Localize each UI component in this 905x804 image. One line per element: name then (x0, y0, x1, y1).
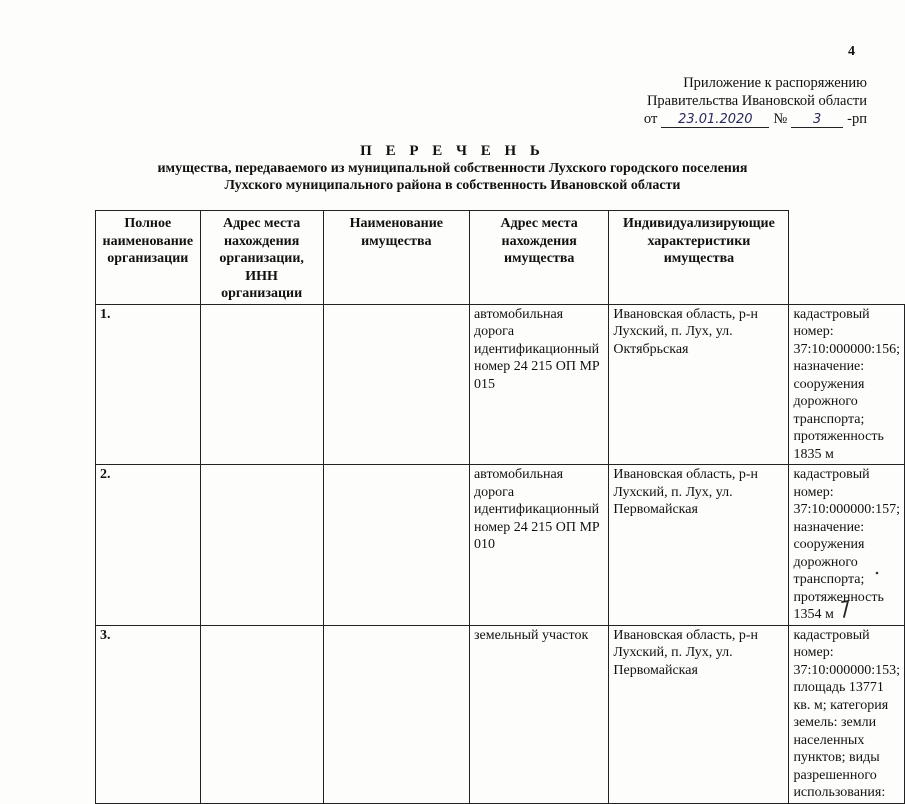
appendix-block (644, 74, 867, 128)
table-row (96, 304, 905, 465)
characteristics-cell: кадастровый номер: 37:10:000000:153; площадь 13771 кв. м; категория земель: земли населенных пунктов; виды разрешенного использования: (789, 625, 905, 803)
property-address-cell: Ивановская область, р-н Лухский, п. Лух, ул. Октябрьская (609, 304, 789, 465)
org-address-cell (323, 304, 469, 465)
document-subtitle-line-1: имущества, передаваемого из муниципальной собственности Лухского городского поселения (157, 161, 748, 176)
column-header-org-address: Адрес места нахождения организации, ИНН организации (200, 211, 323, 305)
org-address-cell (323, 465, 469, 626)
table-header-row (96, 211, 905, 305)
table-row (96, 625, 905, 803)
property-name-cell: земельный участок (469, 625, 608, 803)
characteristics-cell: кадастровый номер: 37:10:000000:156; назначение: сооружения дорожного транспорта; протяженность 1835 м (789, 304, 905, 465)
row-number: 2. (96, 465, 201, 626)
appendix-line-2: Правительства Ивановской области (646, 93, 867, 109)
property-table (95, 210, 905, 804)
column-header-property-address: Адрес места нахождения имущества (469, 211, 608, 305)
document-title: П Е Р Е Ч Е Н Ь (360, 143, 545, 159)
org-address-cell (323, 625, 469, 803)
property-address-cell: Ивановская область, р-н Лухский, п. Лух, ул. Первомайская (609, 625, 789, 803)
document-subtitle-line-2: Лухского муниципального района в собственность Ивановской области (224, 178, 681, 193)
characteristics-cell: кадастровый номер: 37:10:000000:157; назначение: сооружения дорожного транспорта; протяженность 1354 м (789, 465, 905, 626)
column-header-org-name: Полное наименование организации (96, 211, 201, 305)
order-line (644, 110, 867, 128)
pen-tick-mark (836, 598, 856, 620)
row-number: 3. (96, 625, 201, 803)
order-date: 23.01.2020 (661, 112, 769, 128)
from-label: от (643, 111, 658, 127)
appendix-line-1: Приложение к распоряжению (683, 75, 867, 91)
title-block (0, 142, 905, 194)
org-name-cell (200, 465, 323, 626)
org-name-cell (200, 625, 323, 803)
table-row (96, 465, 905, 626)
property-name-cell: автомобильная дорога идентификационный номер 24 215 ОП МР 010 (469, 465, 608, 626)
column-header-property-name: Наименование имущества (323, 211, 469, 305)
order-number: 3 (791, 112, 843, 128)
org-name-cell (200, 304, 323, 465)
property-name-cell: автомобильная дорога идентификационный номер 24 215 ОП МР 015 (469, 304, 608, 465)
property-address-cell: Ивановская область, р-н Лухский, п. Лух, ул. Первомайская (609, 465, 789, 626)
number-label: № (773, 111, 788, 127)
order-suffix: -рп (847, 111, 867, 127)
small-dot-mark (874, 570, 880, 576)
page-number: 4 (848, 44, 855, 59)
row-number: 1. (96, 304, 201, 465)
column-header-characteristics: Индивидуализирующие характеристики имущества (609, 211, 789, 305)
